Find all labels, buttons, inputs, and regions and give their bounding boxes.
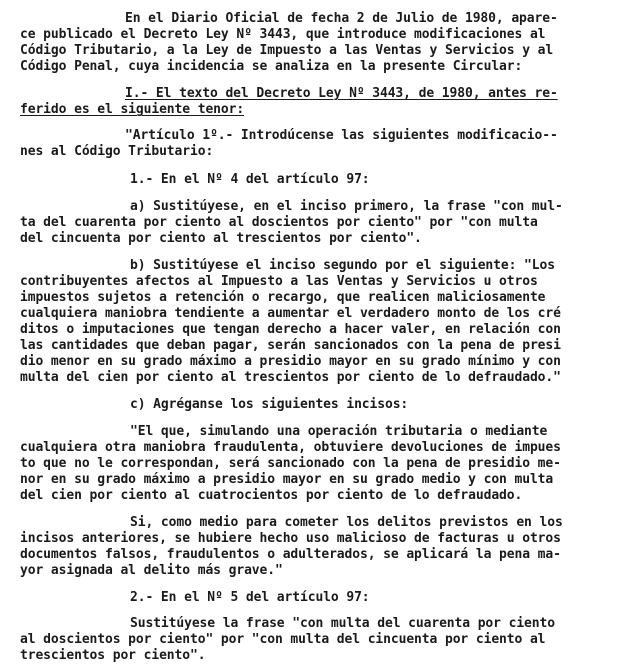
- intro-line-4: Código Penal, cuya incidencia se analiza en la presente Circular:: [20, 59, 523, 74]
- item-2-heading: 2.- En el Nº 5 del artículo 97:: [130, 590, 370, 605]
- quote-2-line-2: incisos anteriores, se hubiere hecho uso malicioso de facturas u otros: [20, 531, 561, 546]
- quote-1-line-4: nor en su grado máximo a presidio mayor en su grado medio y con multa: [20, 472, 554, 487]
- item-2-line-3: trescientos por ciento".: [20, 648, 206, 663]
- quote-2-line-3: documentos falsos, fraudulentos o adulterados, se aplicará la pena ma-: [20, 547, 561, 562]
- item-1-a-line-1: a) Sustitúyese, en el inciso primero, la frase "con mul-: [130, 199, 563, 214]
- section-heading-line-1: I.- El texto del Decreto Ley Nº 3443, de 1980, antes re-: [125, 86, 558, 101]
- item-1-a-line-2: ta del cuarenta por ciento al doscientos por ciento" por "con multa: [20, 215, 538, 230]
- item-1-b-line-8: multa del cien por ciento al trescientos por ciento de lo defraudado.": [20, 370, 561, 385]
- item-1-heading: 1.- En el Nº 4 del artículo 97:: [130, 172, 370, 187]
- item-1-b-line-5: ditos o imputaciones que tengan derecho a hacer valer, en relación con: [20, 322, 561, 337]
- quote-2-line-1: Si, como medio para cometer los delitos previstos en los: [130, 515, 563, 530]
- item-1-a-line-3: del cincuenta por ciento al trescientos por ciento".: [20, 231, 422, 246]
- item-1-b-line-2: contribuyentes afectos al Impuesto a las Ventas y Servicios u otros: [20, 274, 538, 289]
- item-2-line-1: Sustitúyese la frase "con multa del cuarenta por ciento: [130, 616, 555, 631]
- quote-1-line-1: "El que, simulando una operación tributaria o mediante: [130, 424, 548, 439]
- quote-1-line-2: cualquiera otra maniobra fraudulenta, obtuviere devoluciones de impues: [20, 440, 561, 455]
- item-1-b-line-6: las cantidades que deban pagar, serán sancionados con la pena de presi: [20, 338, 561, 353]
- article-1-heading-line-2: nes al Código Tributario:: [20, 144, 214, 159]
- quote-1-line-3: to que no le correspondan, será sancionado con la pena de presidio me-: [20, 456, 561, 471]
- quote-1-line-5: del cien por ciento al cuatrocientos por ciento de lo defraudado.: [20, 488, 523, 503]
- quote-2-line-4: yor asignada al delito más grave.": [20, 563, 283, 578]
- intro-line-1: En el Diario Oficial de fecha 2 de Julio de 1980, apare-: [125, 11, 558, 26]
- item-1-b-line-7: dio menor en su grado máximo a presidio mayor en su grado mínimo y con: [20, 354, 561, 369]
- item-2-line-2: al doscientos por ciento" por "con multa del cincuenta por ciento al: [20, 632, 546, 647]
- section-heading-line-2: ferido es el siguiente tenor:: [20, 102, 245, 117]
- item-1-b-line-1: b) Sustitúyese el inciso segundo por el siguiente: "Los: [130, 258, 555, 273]
- article-1-heading-line-1: "Artículo 1º.- Introdúcense las siguientes modificacio--: [125, 128, 558, 143]
- item-1-c-heading: c) Agréganse los siguientes incisos:: [130, 397, 409, 412]
- intro-line-3: Código Tributario, a la Ley de Impuesto a las Ventas y Servicios y al: [20, 43, 554, 58]
- item-1-b-line-3: impuestos sujetos a retención o recargo, que realicen maliciosamente: [20, 290, 546, 305]
- intro-line-2: ce publicado el Decreto Ley Nº 3443, que introduce modificaciones al: [20, 27, 546, 42]
- item-1-b-line-4: cualquiera maniobra tendiente a aumentar el verdadero monto de los cré: [20, 306, 561, 321]
